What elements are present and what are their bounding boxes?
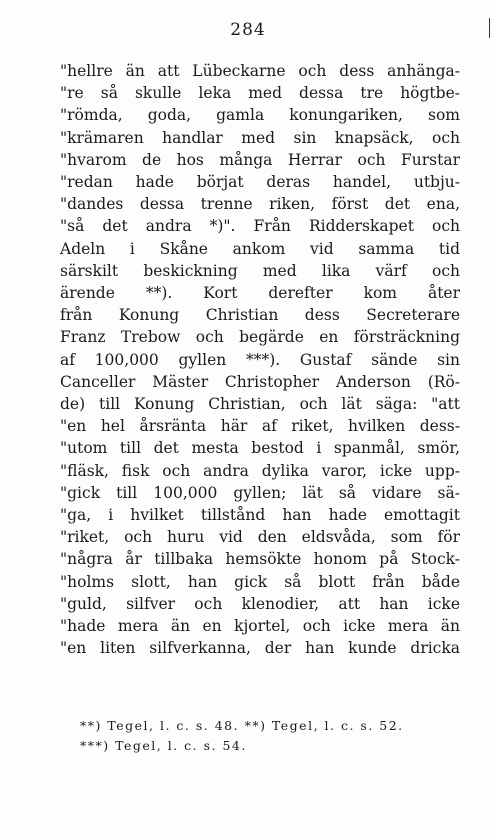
text-line: af 100,000 gyllen ***). Gustaf sände sin [60, 350, 460, 369]
text-line: "holms slott, han gick så blott från både [60, 572, 460, 591]
text-line: "några år tillbaka hemsökte honom på Stock- [60, 550, 460, 569]
text-line: "römda, goda, gamla konungariken, som [60, 106, 460, 125]
footnote: ***) Tegel, l. c. s. 54. [80, 738, 247, 753]
text-line: "hvarom de hos många Herrar och Furstar [60, 150, 460, 169]
text-line: "ga, i hvilket tillstånd han hade emottagit [60, 506, 460, 525]
text-line: "dandes dessa trenne riken, först det ena, [60, 195, 460, 214]
text-line: "krämaren handlar med sin knapsäck, och [60, 128, 460, 147]
text-line: "hade mera än en kjortel, och icke mera än [60, 617, 460, 636]
text-line: "guld, silfver och klenodier, att han icke [60, 594, 460, 613]
page-number: 284 [230, 20, 266, 40]
text-line: "så det andra *)". Från Ridderskapet och [60, 217, 460, 236]
text-line: "hellre än att Lübeckarne och dess anhänga- [60, 62, 460, 80]
body-text [60, 60, 460, 659]
text-line: de) till Konung Christian, och lät säga: "att [60, 395, 460, 414]
text-line: "fläsk, fisk och andra dylika varor, icke upp- [60, 461, 460, 480]
footnotes [80, 716, 460, 756]
text-line: "utom till det mesta bestod i spanmål, smör, [60, 439, 460, 458]
text-line: "gick till 100,000 gyllen; lät så vidare sä- [60, 483, 460, 502]
text-line: Canceller Mäster Christopher Anderson (Rö- [60, 372, 460, 391]
footnote: **) Tegel, l. c. s. 48. **) Tegel, l. c. s. 52. [80, 718, 404, 733]
text-line: "en hel årsränta här af riket, hvilken dess- [60, 417, 460, 436]
text-line: "en liten silfverkanna, der han kunde dricka [60, 639, 460, 658]
text-line: "re så skulle leka med dessa tre högtbe- [60, 84, 460, 103]
text-line: "riket, och huru vid den eldsvåda, som för [60, 528, 460, 547]
text-line: Franz Trebow och begärde en försträckning [60, 328, 460, 347]
text-line: Adeln i Skåne ankom vid samma tid [60, 239, 460, 258]
text-line: från Konung Christian dess Secreterare [60, 306, 460, 325]
text-line: ärende **). Kort derefter kom åter [60, 284, 460, 303]
text-line: "redan hade börjat deras handel, utbju- [60, 173, 460, 192]
page-edge-rule [489, 18, 490, 38]
text-line: särskilt beskickning med lika värf och [60, 261, 460, 280]
